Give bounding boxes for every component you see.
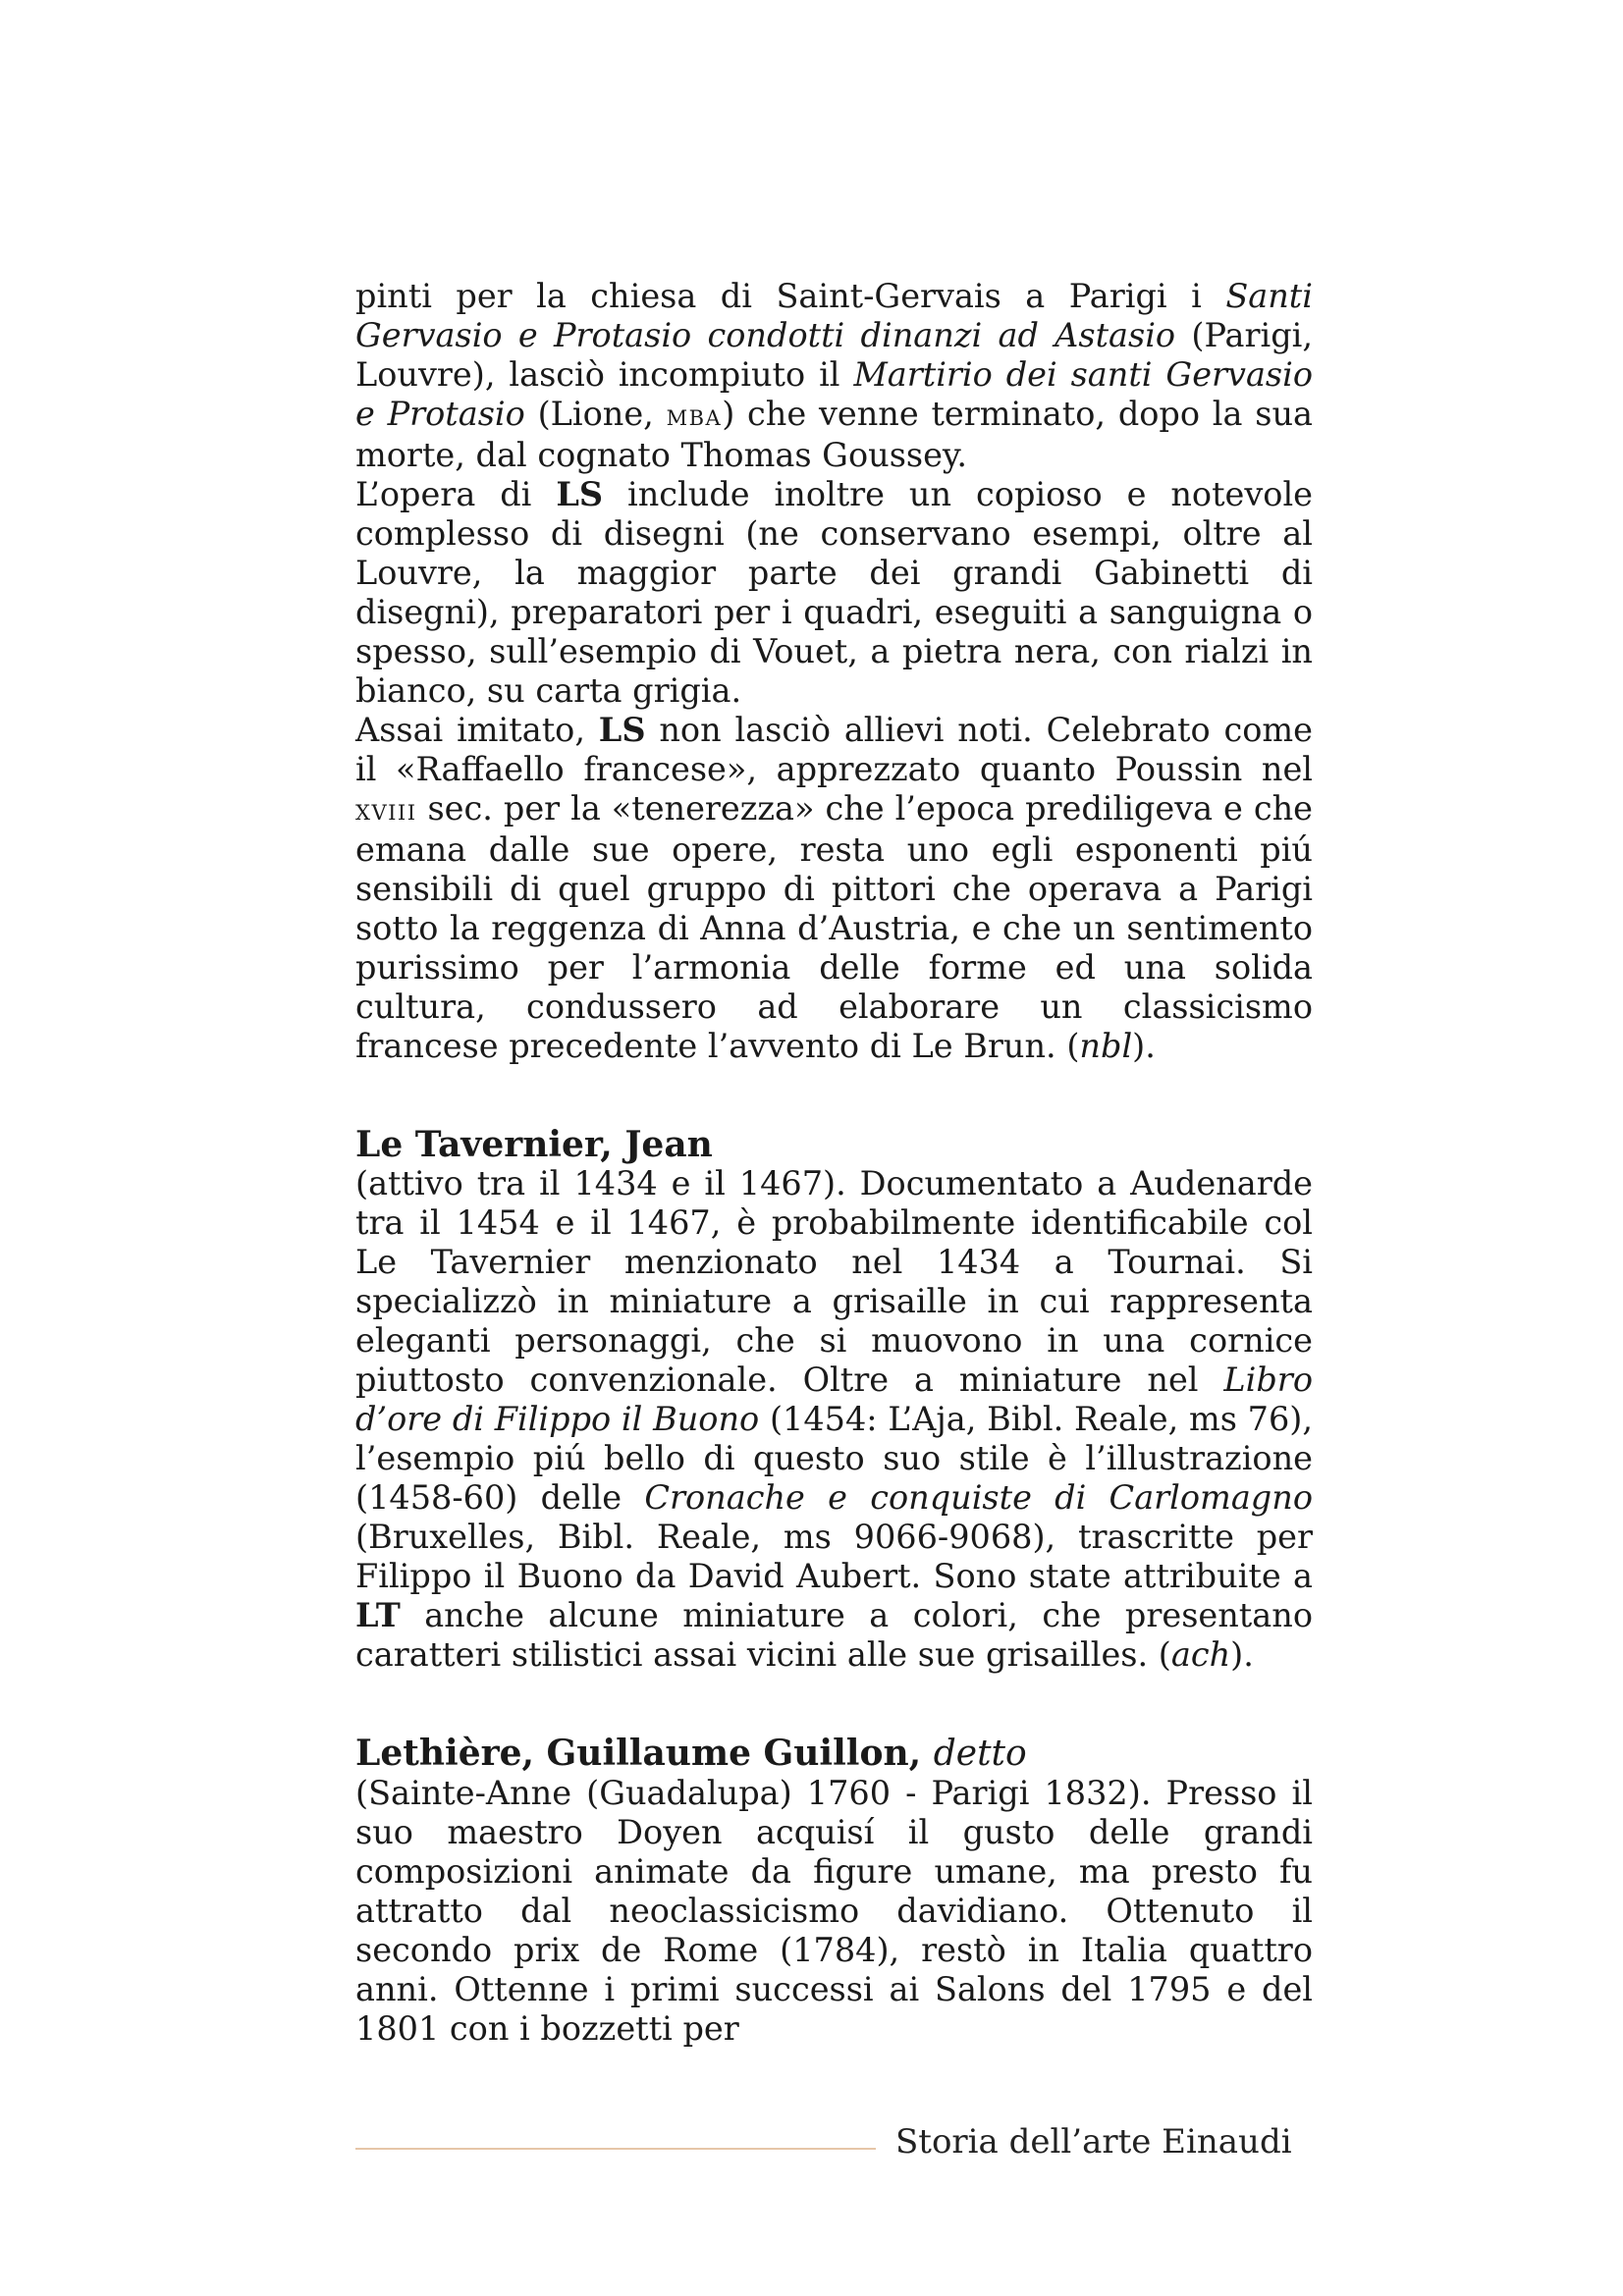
footer-rule [355, 2148, 876, 2150]
heading-aka: detto [933, 1734, 1027, 1774]
text-run: ). [1132, 1027, 1156, 1065]
author-initials: ach [1170, 1635, 1231, 1674]
heading-name: Lethière, Guillaume Guillon, [355, 1733, 922, 1774]
text-run: (Parigi, Louvre), lasciò incompiuto il [355, 316, 1313, 394]
page-body [355, 277, 1313, 2049]
text-run: (Bruxelles, Bibl. Reale, ms 9066-9068), trascritte per Filippo il Buono da David Aubert. Sono state attribuite a [355, 1518, 1313, 1595]
entry-heading-le-tavernier: Le Tavernier, Jean [355, 1124, 713, 1165]
text-run: L’opera di [355, 475, 557, 513]
text-run: anche alcune miniature a colori, che presentano caratteri stilistici assai vicini alle sue grisailles. ( [355, 1596, 1313, 1674]
text-run: ). [1230, 1635, 1254, 1674]
entry-body-lethiere [355, 1774, 1313, 2049]
abbreviation: mba [666, 399, 723, 433]
text-run: ) che venne terminato, dopo la sua morte, dal cognato Thomas Goussey. [355, 395, 1313, 474]
artwork-title: Santi Gervasio e Protasio condotti dinanzi ad Astasio [355, 277, 1313, 354]
text-run: non lasciò allievi noti. Celebrato come il «Raffaello francese», apprezzato quanto Poussin nel [355, 711, 1313, 788]
paragraph-continuation-1 [355, 277, 1313, 475]
text-run: (Lione, [524, 395, 667, 433]
text-run: (attivo tra il 1434 e il 1467). Documentato a Audenarde tra il 1454 e il 1467, è probabilmente identificabile col Le Tavernier menzionato nel 1434 a Tournai. Si specializzò in miniature a grisaille in cui rappresenta eleganti personaggi, che si muovono in una cornice piuttosto convenzionale. Oltre a miniature nel [355, 1164, 1313, 1399]
entry-heading-lethiere [355, 1734, 1313, 1774]
text-run: include inoltre un copioso e notevole complesso di disegni (ne conservano esempi, oltre al Louvre, la maggior parte dei grandi Gabinetti di disegni), preparatori per i quadri, eseguiti a sanguigna o spesso, sull’esempio di Vouet, a pietra nera, con rialzi in bianco, su carta grigia. [355, 475, 1313, 710]
artist-abbreviation: LT [355, 1596, 401, 1634]
entry-spacer [355, 1066, 1313, 1125]
author-initials: nbl [1079, 1027, 1133, 1065]
text-run: sec. per la «tenerezza» che l’epoca prediligeva e che emana dalle sue opere, resta uno egli esponenti piú sensibili di quel gruppo di pittori che operava a Parigi sotto la reggenza di Anna d’Austria, e che un sentimento purissimo per l’armonia delle forme ed una solida cultura, condussero ad elaborare un classicismo francese precedente l’avvento di Le Brun. ( [355, 789, 1313, 1065]
text-run: pinti per la chiesa di Saint-Gervais a Parigi i [355, 277, 1226, 315]
entry-body-le-tavernier [355, 1164, 1313, 1675]
century-numeral: xviii [355, 793, 417, 828]
paragraph-continuation-2 [355, 475, 1313, 711]
entry-spacer [355, 1675, 1313, 1734]
artist-abbreviation: LS [556, 475, 604, 513]
paragraph-continuation-3 [355, 711, 1313, 1066]
text-run: (Sainte-Anne (Guadalupa) 1760 - Parigi 1832). Presso il suo maestro Doyen acquisí il gusto delle grandi composizioni animate da figure umane, ma presto fu attratto dal neoclassicismo davidiano. Ottenuto il secondo prix de Rome (1784), restò in Italia quattro anni. Ottenne i primi successi ai Salons del 1795 e del 1801 con i bozzetti per [355, 1774, 1313, 2048]
footer-title: Storia dell’arte Einaudi [895, 2122, 1292, 2162]
text-run: (1454: L’Aja, Bibl. Reale, ms 76), l’esempio piú bello di questo suo stile è l’illustrazione (1458-60) delle [355, 1400, 1313, 1517]
artist-abbreviation: LS [598, 711, 646, 749]
text-run: Assai imitato, [355, 711, 599, 749]
artwork-title: Cronache e conquiste di Carlomagno [644, 1478, 1313, 1517]
artwork-title: Libro d’ore di Filippo il Buono [355, 1361, 1313, 1438]
artwork-title: Martirio dei santi Gervasio e Protasio [355, 355, 1314, 433]
